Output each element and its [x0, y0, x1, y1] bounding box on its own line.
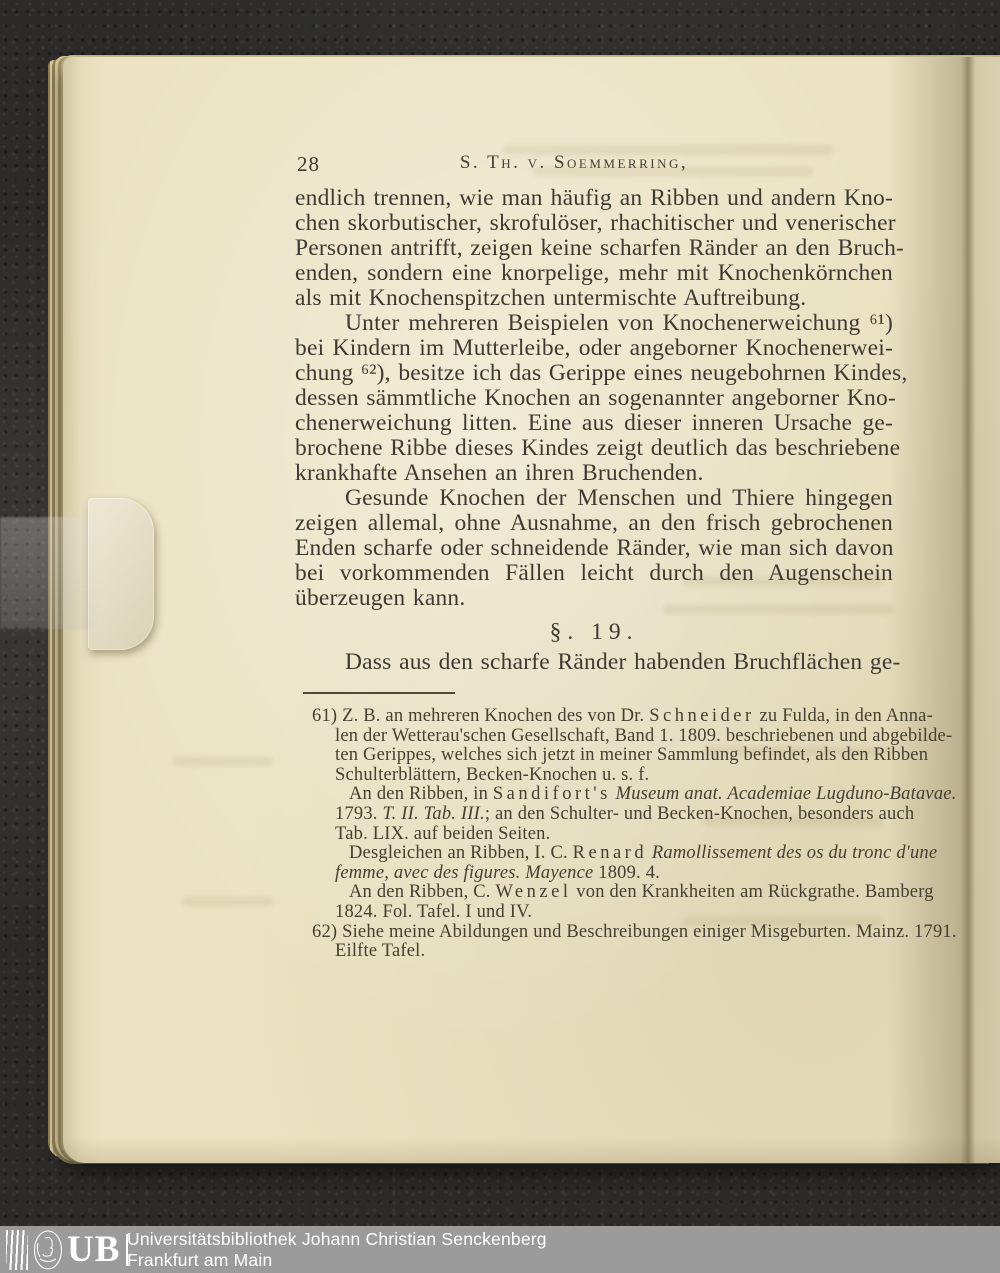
body-text-line: Personen antrifft, zeigen keine scharfen Ränder an den Bruch-: [295, 235, 905, 261]
body-text-line: krankhafte Ansehen an ihren Bruchenden.: [295, 460, 704, 486]
body-text-line: Dass aus den scharfe Ränder habenden Bruchflächen ge-: [345, 649, 901, 675]
library-footer-bar: [0, 1226, 1000, 1273]
footnotes: [295, 706, 957, 962]
library-name-block: [127, 1229, 547, 1270]
body-text-line: zeigen allemal, ohne Ausnahme, an den frisch gebrochenen: [295, 510, 893, 536]
body-text-line: dessen sämmtliche Knochen an sogenannter angeborner Kno-: [295, 385, 896, 411]
library-name: Universitätsbibliothek Johann Christian Senckenberg: [127, 1229, 547, 1249]
footnote-text: An den Ribben, C.: [349, 882, 496, 903]
logo-stripes-icon: [6, 1230, 28, 1270]
footnote-line: [295, 864, 893, 884]
bleed-through-smudge: [173, 757, 273, 766]
bleed-through-smudge: [183, 897, 273, 906]
page-clip: [88, 498, 154, 650]
footnote-line: [295, 882, 934, 903]
italic-citation-text: femme, avec des figures. Mayence: [335, 862, 594, 883]
body-text-line: Enden scharfe oder schneidende Ränder, wie man sich davon: [295, 535, 894, 561]
footnote-text: Tab. LIX. auf beiden Seiten.: [335, 823, 551, 844]
footnote-line: [295, 766, 893, 786]
footnote-text: 62) Siehe meine Abildungen und Beschreibungen einiger Misgeburten. Mainz. 1791.: [312, 921, 957, 942]
footnote-text: 1824. Fol. Tafel. I und IV.: [335, 901, 533, 922]
footnote-text: zu Fulda, in den Anna-: [754, 706, 933, 726]
body-text-line: enden, sondern eine knorpelige, mehr mit Knochenkörnchen: [295, 260, 893, 286]
footnote-text: ; an den Schulter- und Becken-Knochen, besonders auch: [484, 803, 915, 824]
footnote-text: Desgleichen an Ribben, I. C.: [349, 843, 573, 864]
footnote-line: [295, 843, 938, 864]
page-header: [295, 150, 893, 174]
letterspaced-name: Renard: [572, 843, 648, 864]
letterspaced-name: Wenzel: [495, 882, 572, 903]
footnote-text: 61) Z. B. an mehreren Knochen des von Dr.: [312, 706, 650, 726]
body-text-line: brochene Ribbe dieses Kindes zeigt deutlich das beschriebene: [295, 435, 901, 461]
italic-citation-text: Museum anat. Academiae Lugduno-Batavae.: [615, 784, 957, 805]
body-text-line: Gesunde Knochen der Menschen und Thiere hingegen: [345, 485, 893, 511]
footnote-text: 1809. 4.: [593, 862, 660, 883]
italic-citation-text: T. II. Tab. III.: [382, 803, 485, 824]
page-clip-stem: [0, 517, 96, 629]
library-city: Frankfurt am Main: [127, 1249, 273, 1270]
footnote-text: Schulterblättern, Becken-Knochen u. s. f.: [335, 764, 650, 785]
body-text: [295, 185, 908, 611]
footnote-line: [295, 803, 915, 825]
footnote-text: von den Krankheiten am Rückgrathe. Bamberg: [571, 882, 934, 903]
italic-citation-text: Ramollissement des os du tronc d'une: [651, 843, 938, 864]
body-text-line: bei Kindern im Mutterleibe, oder angeborner Knochenerwei-: [295, 335, 893, 361]
footnote-line: [295, 784, 957, 805]
library-logo: [6, 1229, 128, 1270]
running-title: S. Th. v. Soemmerring,: [459, 152, 689, 173]
body-text-line: chenerweichung litten. Eine aus dieser inneren Ursache ge-: [295, 410, 893, 436]
footnote-text: len der Wetterau'schen Gesellschaft, Band 1. 1809. beschriebenen und abgebilde-: [335, 725, 953, 746]
footnote-line: [295, 921, 957, 943]
footnote-rule: [303, 692, 455, 694]
footnote-text: 1793.: [335, 803, 383, 824]
ub-logo-text: UB: [67, 1228, 121, 1270]
body-text-line: überzeugen kann.: [295, 585, 466, 611]
footnote-line: [295, 745, 929, 766]
letterspaced-name: Sandifort's: [492, 784, 611, 805]
body-text-line: endlich trennen, wie man häufig an Ribben und andern Kno-: [295, 185, 893, 211]
page-text: [295, 150, 957, 962]
footnote-line: [295, 942, 893, 962]
body-text-line: bei vorkommenden Fällen leicht durch den Augenschein: [295, 560, 893, 586]
goethe-portrait-icon: [32, 1229, 64, 1271]
page-number: 28: [297, 152, 320, 176]
section-body-text: [295, 649, 901, 675]
body-text-line: als mit Knochenspitzchen untermischte Auftreibung.: [295, 285, 807, 311]
letterspaced-name: Schneider: [649, 706, 755, 726]
footnote-text: ten Gerippes, welches sich jetzt in meiner Sammlung befindet, als den Ribben: [335, 745, 929, 766]
book-page-scan: [63, 57, 1000, 1163]
footnote-line: [295, 725, 953, 747]
footnote-text: Eilfte Tafel.: [335, 941, 426, 962]
footnote-line: [295, 825, 893, 845]
footnote-text: An den Ribben, in: [349, 784, 493, 805]
body-text-line: chung ⁶²), besitze ich das Gerippe eines neugebohrnen Kindes,: [295, 360, 908, 386]
footnote-line: [295, 706, 933, 727]
body-text-line: chen skorbutischer, skrofulöser, rhachitischer und venerischer: [295, 210, 896, 236]
body-text-line: Unter mehreren Beispielen von Knochenerweichung ⁶¹): [345, 310, 893, 336]
footnote-line: [295, 903, 893, 923]
section-heading: §. 19.: [549, 619, 639, 645]
